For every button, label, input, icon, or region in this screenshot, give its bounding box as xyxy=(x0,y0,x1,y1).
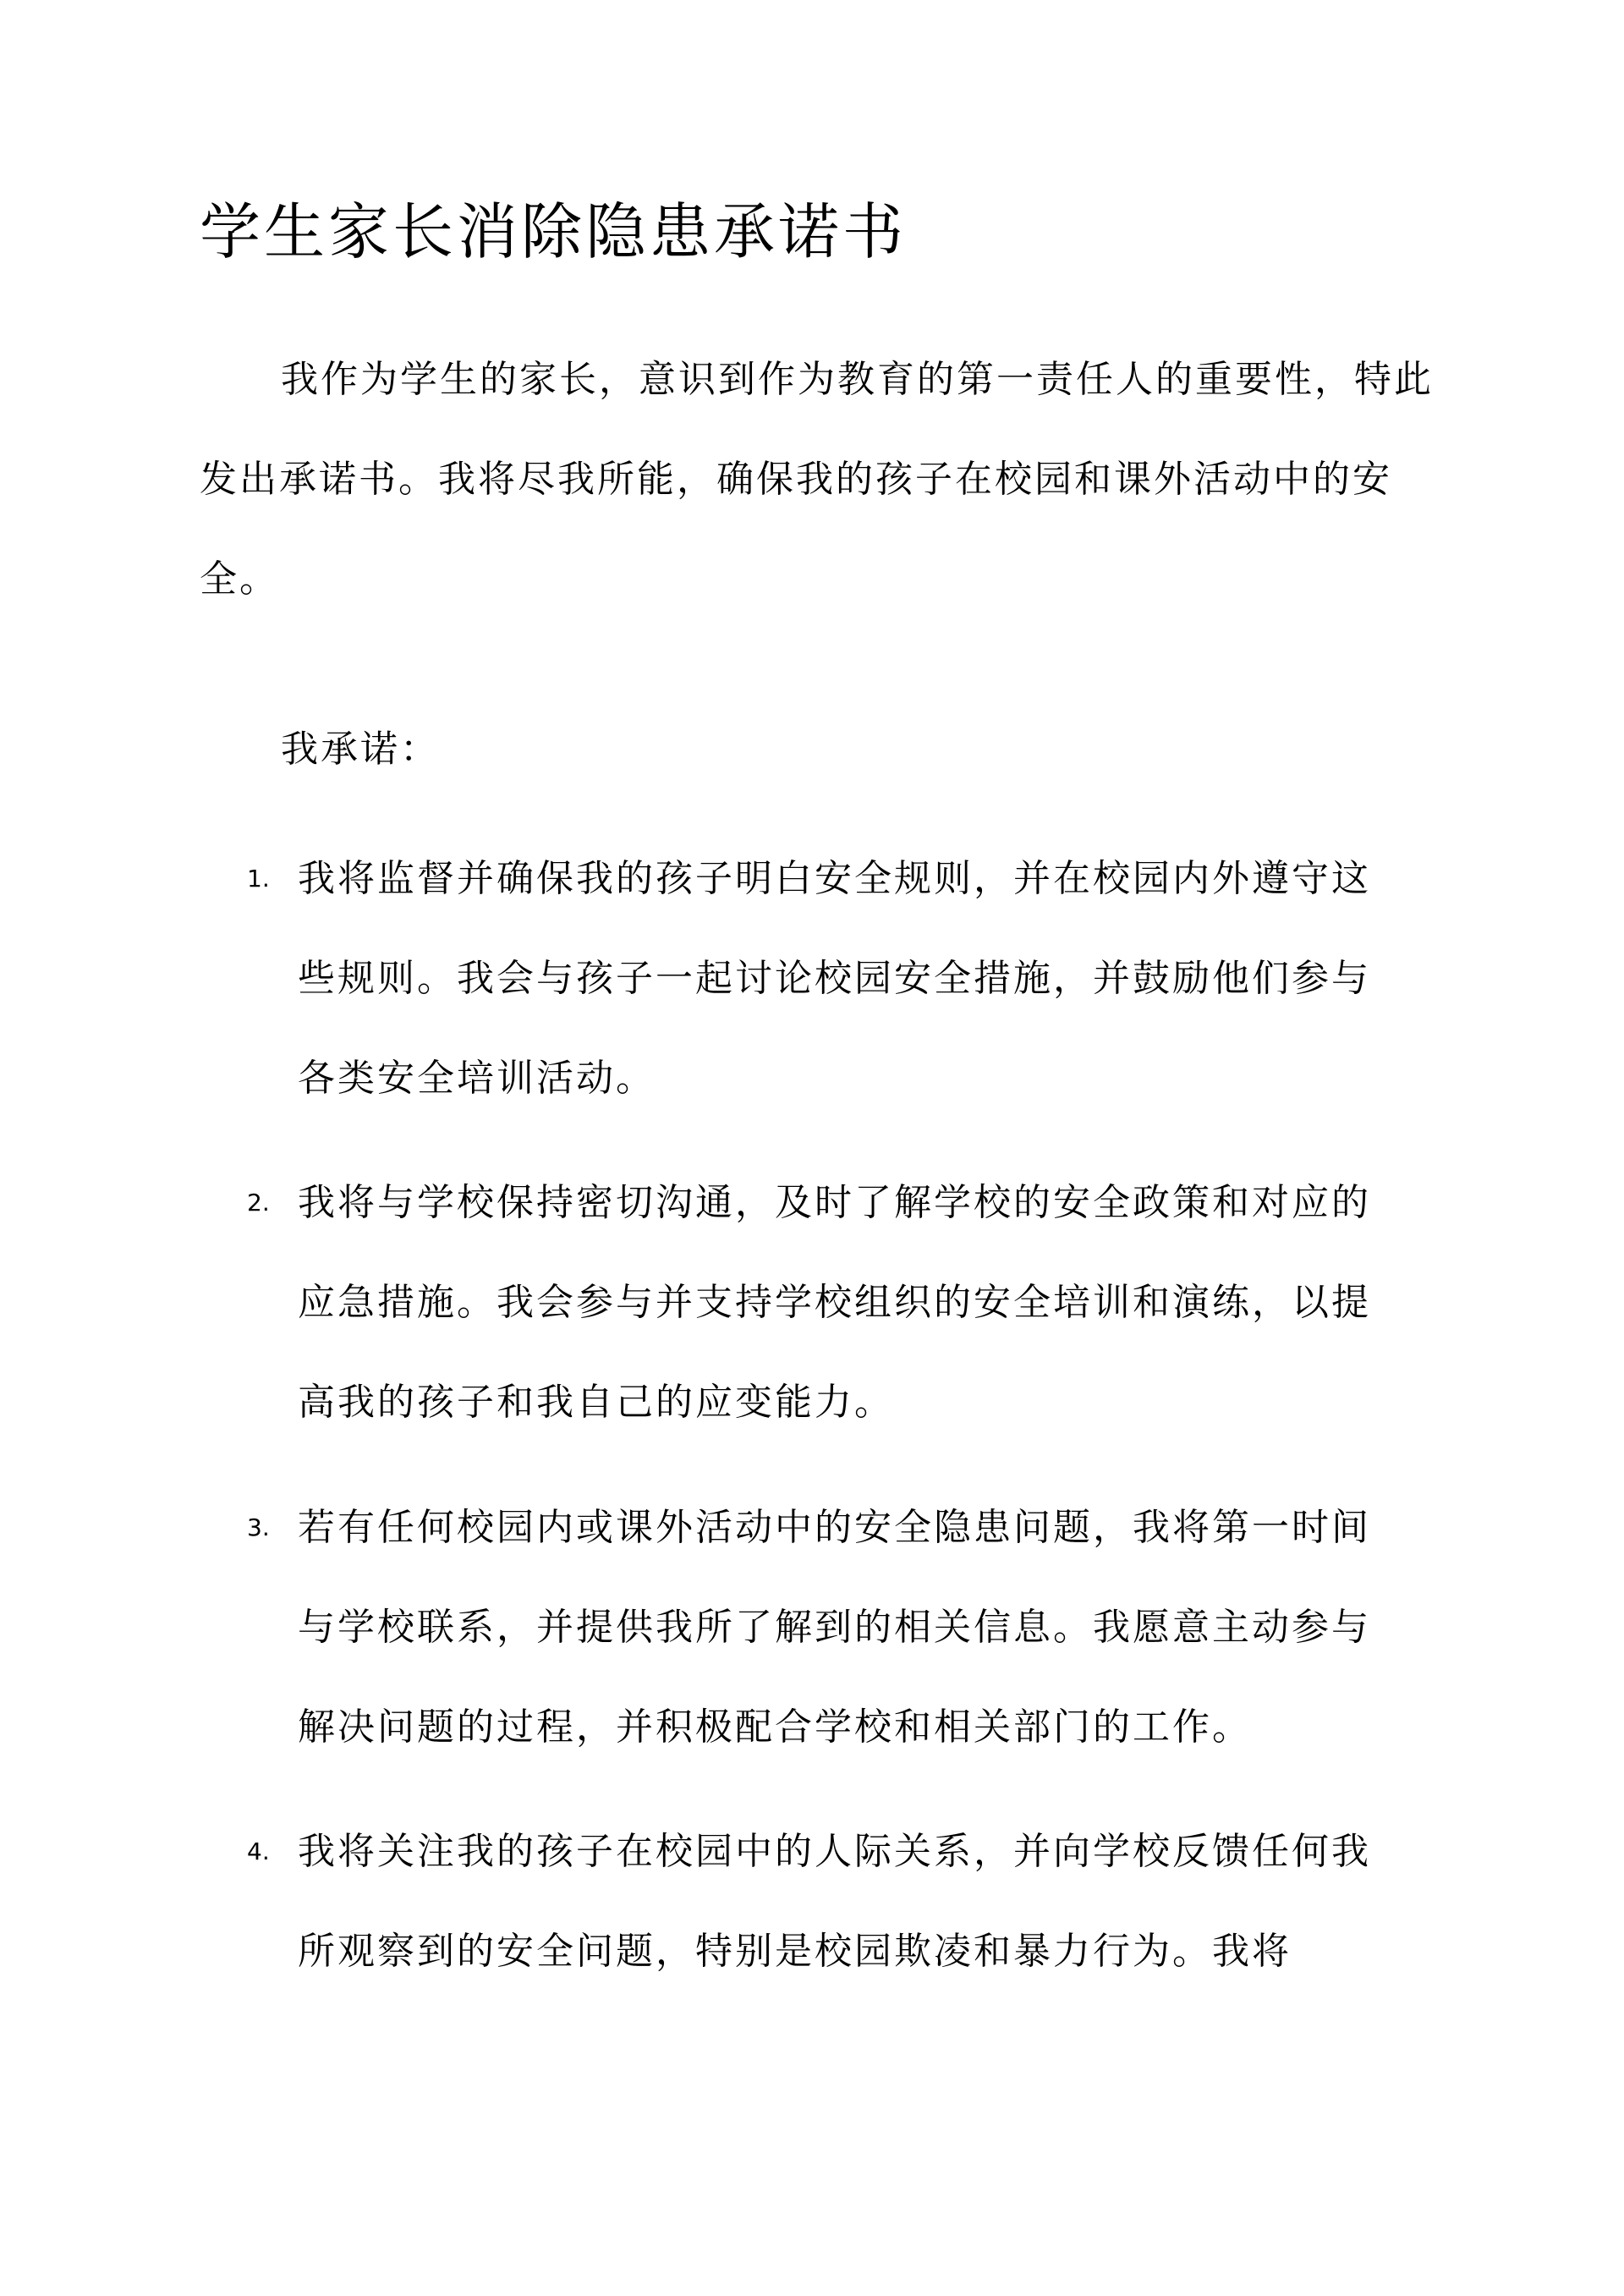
list-item-text: 我将监督并确保我的孩子明白安全规则，并在校园内外遵守这些规则。我会与孩子一起讨论校园安全措施，并鼓励他们参与各类安全培训活动。 xyxy=(298,857,1371,1100)
list-item-number: 3. xyxy=(247,1513,270,1541)
list-item-text: 我将关注我的孩子在校园中的人际关系，并向学校反馈任何我所观察到的安全问题，特别是校园欺凌和暴力行为。我将 xyxy=(298,1830,1371,1973)
list-item-number: 1. xyxy=(247,865,270,893)
intro-paragraph: 我作为学生的家长，意识到作为教育的第一责任人的重要性，特此发出承诺书。我将尽我所能，确保我的孩子在校园和课外活动中的安全。 xyxy=(200,358,1434,601)
pledge-label: 我承诺： xyxy=(281,728,440,771)
list-item-text: 我将与学校保持密切沟通，及时了解学校的安全政策和对应的应急措施。我会参与并支持学校组织的安全培训和演练，以提高我的孩子和我自己的应变能力。 xyxy=(298,1181,1371,1424)
list-item-text: 若有任何校园内或课外活动中的安全隐患问题，我将第一时间与学校联系，并提供我所了解到的相关信息。我愿意主动参与解决问题的过程，并积极配合学校和相关部门的工作。 xyxy=(298,1506,1371,1749)
list-item-number: 2. xyxy=(247,1189,270,1217)
list-item-number: 4. xyxy=(247,1837,270,1865)
document-title: 学生家长消除隐患承诺书 xyxy=(200,196,908,267)
